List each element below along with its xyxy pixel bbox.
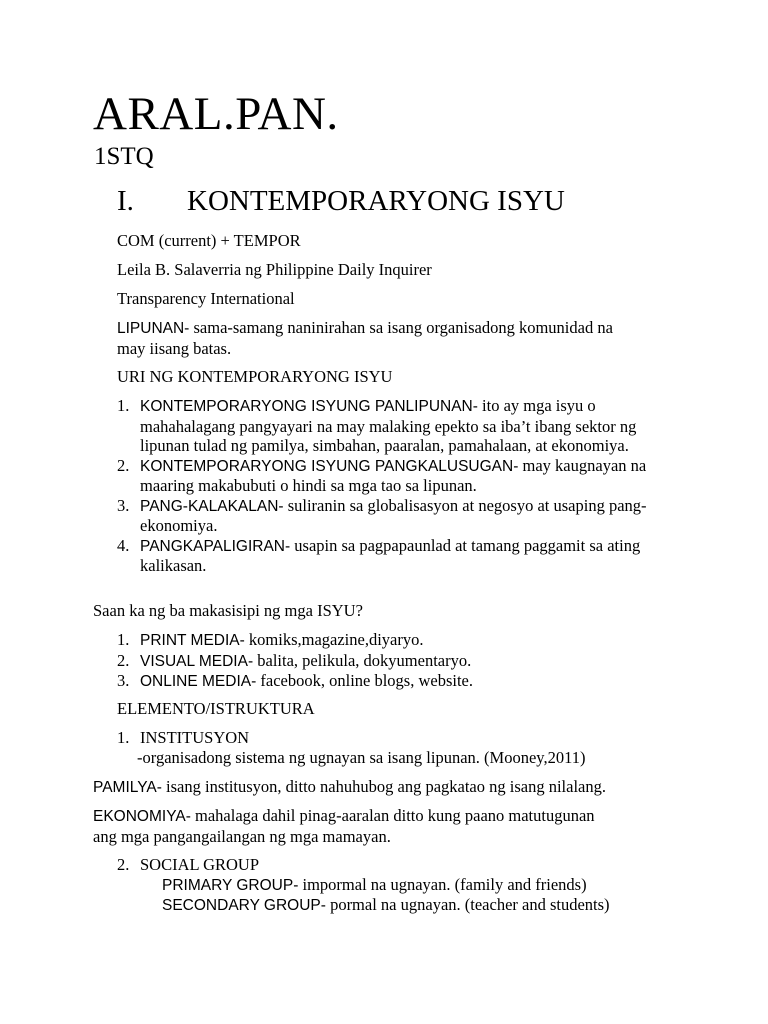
list-number: 1. xyxy=(117,728,130,747)
list-number: 3. xyxy=(117,495,130,515)
document-subtitle: 1STQ xyxy=(94,143,154,170)
pamilya-paragraph xyxy=(93,777,606,798)
list-def: ito ay mga isyu o mahahalagang pangyayari na may malaking epekto sa iba’t ibang sektor ng lipunan tulad ng pamilya, simbahan, paaralan, pamahalaan, at ekonomiya. xyxy=(140,396,637,455)
primary-def: impormal na ugnayan. (family and friends) xyxy=(298,875,587,894)
list-item xyxy=(117,456,662,496)
list-number: 2. xyxy=(117,455,130,475)
list-term: PANGKAPALIGIRAN- xyxy=(140,537,291,555)
document-title: ARAL.PAN. xyxy=(93,88,339,140)
list-term: PRINT MEDIA- xyxy=(140,632,245,649)
list-def: suliranin sa globalisasyon at negosyo at usaping pang-ekonomiya. xyxy=(140,495,647,535)
secondary-term: SECONDARY GROUP- xyxy=(162,897,326,914)
lipunan-term: LIPUNAN- xyxy=(117,320,190,337)
list-term: INSTITUSYON xyxy=(140,728,250,747)
secondary-group-line xyxy=(162,895,610,916)
pamilya-term: PAMILYA- xyxy=(93,779,162,796)
list-def: balita, pelikula, dokyumentaryo. xyxy=(253,650,472,670)
list-number: 3. xyxy=(117,671,130,690)
uri-list xyxy=(117,396,662,576)
ekonomiya-def-2: ang mga pangangailangan ng mga mamayan. xyxy=(93,826,391,846)
institusyon-list xyxy=(117,728,662,767)
list-def: komiks,magazine,diyaryo. xyxy=(244,630,424,649)
social-group-list xyxy=(117,855,662,875)
lipunan-paragraph xyxy=(117,318,677,358)
list-term: KONTEMPORARYONG ISYUNG PANGKALUSUGAN- xyxy=(140,457,519,475)
list-term: SOCIAL GROUP xyxy=(140,855,260,874)
lipunan-def-1: sama-samang naninirahan sa isang organisadong komunidad na xyxy=(189,318,613,337)
heading-number: I. xyxy=(117,185,134,217)
ekonomiya-term: EKONOMIYA- xyxy=(93,808,191,825)
list-term: KONTEMPORARYONG ISYUNG PANLIPUNAN- xyxy=(140,398,478,415)
transparency-line: Transparency International xyxy=(117,289,295,308)
leila-line: Leila B. Salaverria ng Philippine Daily Inquirer xyxy=(117,260,432,279)
list-item xyxy=(117,855,662,875)
uri-heading: URI NG KONTEMPORARYONG ISYU xyxy=(117,367,393,386)
list-def: may kaugnayan na maaring makabubuti o hindi sa mga tao sa lipunan. xyxy=(140,455,647,495)
media-list xyxy=(117,630,662,692)
list-number: 2. xyxy=(117,855,130,874)
list-def: -organisadong sistema ng ugnayan sa isang lipunan. (Mooney,2011) xyxy=(137,747,586,767)
list-term: VISUAL MEDIA- xyxy=(140,652,254,670)
saan-question: Saan ka ng ba makasisipi ng mga ISYU? xyxy=(93,601,363,620)
section-heading xyxy=(117,184,565,218)
list-item xyxy=(117,396,662,456)
heading-text: KONTEMPORARYONG ISYU xyxy=(187,185,565,217)
list-item xyxy=(117,536,662,576)
list-number: 1. xyxy=(117,396,130,415)
elemento-heading: ELEMENTO/ISTRUKTURA xyxy=(117,699,315,718)
list-item xyxy=(117,496,662,536)
list-def: usapin sa pagpapaunlad at tamang paggamit sa ating kalikasan. xyxy=(140,535,641,575)
com-line: COM (current) + TEMPOR xyxy=(117,231,301,250)
list-term: PANG-KALAKALAN- xyxy=(140,497,284,515)
list-item xyxy=(117,728,662,767)
primary-group-line xyxy=(162,875,587,896)
list-number: 4. xyxy=(117,535,130,555)
list-number: 2. xyxy=(117,650,130,670)
lipunan-def-2: may iisang batas. xyxy=(117,338,232,358)
pamilya-def: isang institusyon, ditto nahuhubog ang pagkatao ng isang nilalang. xyxy=(161,777,606,796)
ekonomiya-paragraph xyxy=(93,806,693,846)
list-number: 1. xyxy=(117,630,130,649)
list-def: facebook, online blogs, website. xyxy=(256,671,474,690)
list-item xyxy=(117,651,662,672)
primary-term: PRIMARY GROUP- xyxy=(162,877,299,894)
list-item xyxy=(117,671,662,692)
secondary-def: pormal na ugnayan. (teacher and students) xyxy=(325,895,610,914)
list-item xyxy=(117,630,662,651)
list-term: ONLINE MEDIA- xyxy=(140,673,257,690)
ekonomiya-def-1: mahalaga dahil pinag-aaralan ditto kung paano matutugunan xyxy=(190,806,595,825)
